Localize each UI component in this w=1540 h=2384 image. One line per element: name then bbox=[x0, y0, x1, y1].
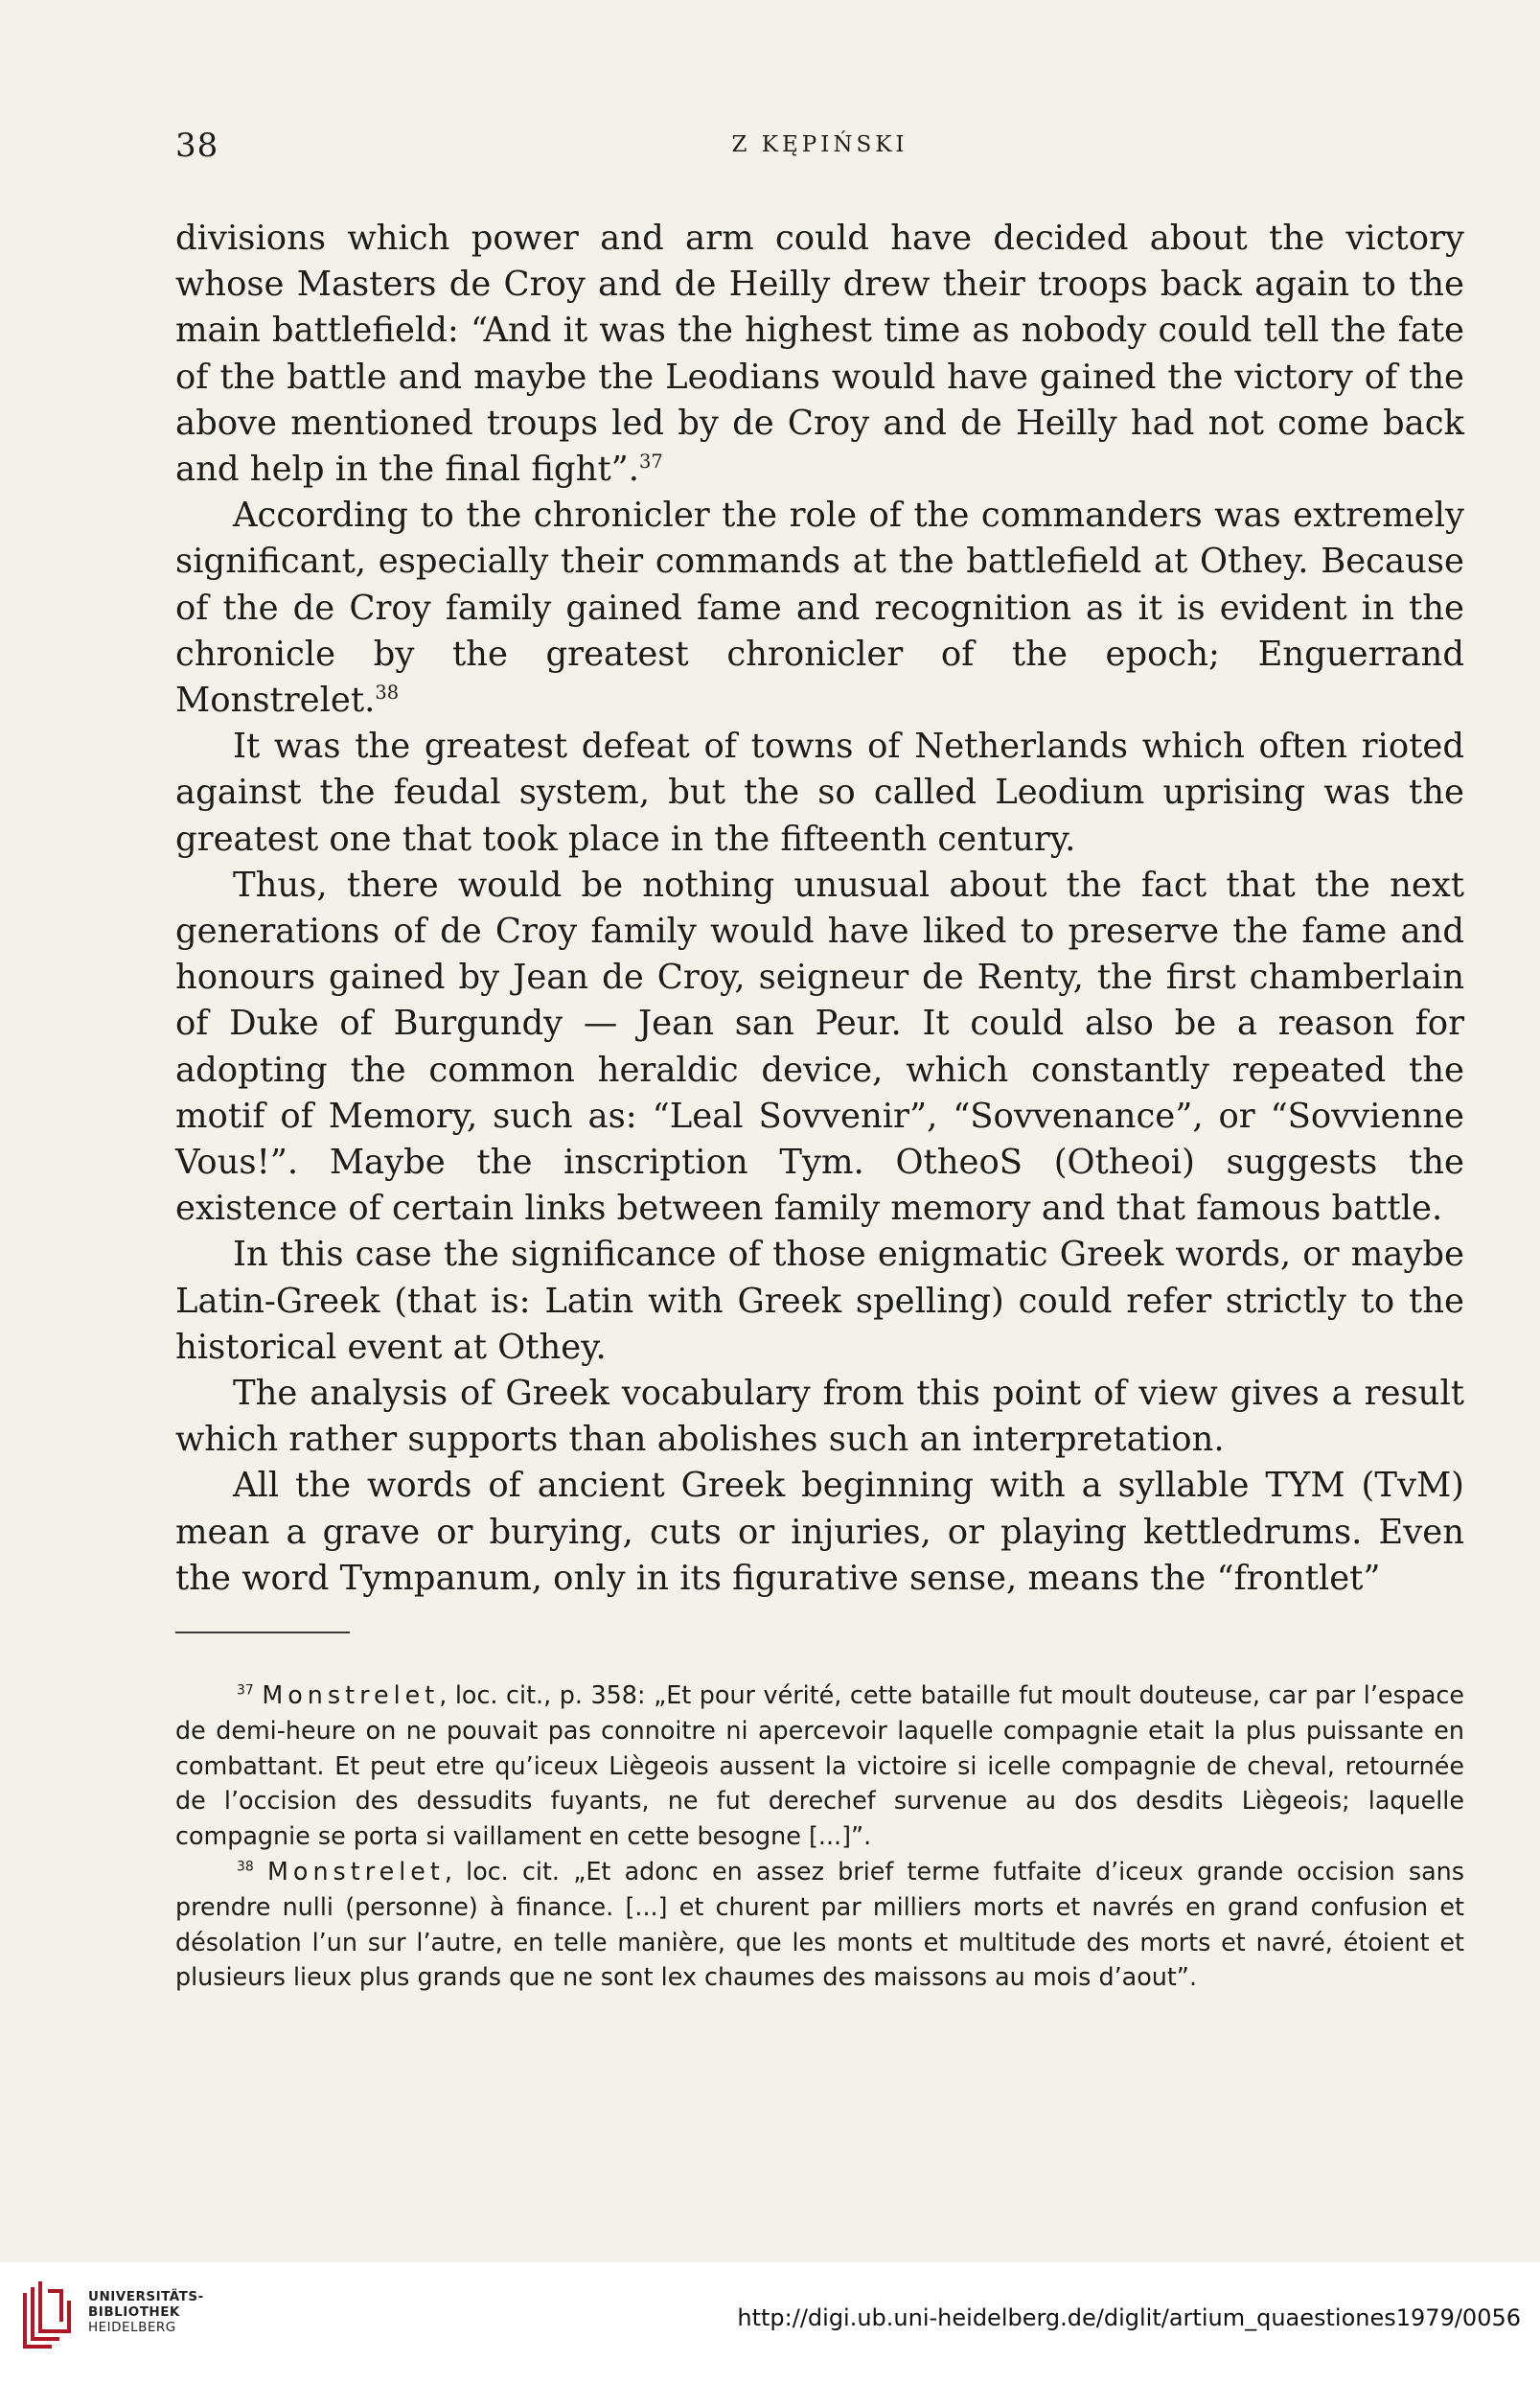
footnote bbox=[175, 1854, 1464, 1995]
footnotes bbox=[175, 1678, 1464, 1995]
paragraph bbox=[175, 493, 1464, 724]
library-name-line: HEIDELBERG bbox=[88, 2320, 176, 2335]
paragraph-text: According to the chronicler the role of the commanders was extremely significant, especially their commands at the battlefield at Othey. Because of the de Croy family gained fame and recognition as it is evident in the chronicle by the greatest chronicler of the epoch; Enguerrand Monstrelet. bbox=[175, 496, 1464, 721]
page-number: 38 bbox=[175, 127, 219, 165]
paragraph: All the words of ancient Greek beginning with a syllable TYM (TvM) mean a grave or burying, cuts or injuries, or playing kettledrums. Even the word Tympanum, only in its figurative sense, means the “frontlet” bbox=[175, 1466, 1464, 1598]
library-name-line: UNIVERSITÄTS- bbox=[88, 2289, 204, 2304]
footnote-ref: 37 bbox=[639, 451, 663, 474]
digitization-footer bbox=[0, 2262, 1540, 2384]
library-name-line: BIBLIOTHEK bbox=[88, 2304, 180, 2320]
main-text bbox=[175, 216, 1464, 1602]
footnote bbox=[175, 1678, 1464, 1854]
paragraph bbox=[175, 216, 1464, 493]
paragraph: In this case the significance of those enigmatic Greek words, or maybe Latin-Greek (that is: Latin with Greek spelling) could refer strictly to the historical event at Othey. bbox=[175, 1235, 1464, 1367]
footnote-text: , loc. cit. „Et adonc en assez brief terme futfaite d’iceux grande occision sans prendre nulli (personne) à finance. [...] et churent par milliers morts et navrés en grand confusion et désolation l’un sur l’autre, en telle manière, que les monts et multitude des morts et navré, étoient et plusieurs lieux plus grands que ne sont lex chaumes des maissons au mois d’aout”. bbox=[175, 1856, 1464, 1992]
footnote-divider bbox=[175, 1632, 350, 1633]
running-head bbox=[175, 127, 1464, 165]
paragraph: Thus, there would be nothing unusual about the fact that the next generations of de Croy family would have liked to preserve the fame and honours gained by Jean de Croy, seigneur de Renty, the first chamberlain of Duke of Burgundy — Jean san Peur. It could also be a reason for adopting the common heraldic device, which constantly repeated the motif of Memory, such as: “Leal Sovvenir”, “Sovvenance”, or “Sovvienne Vous!”. Maybe the inscription Tym. OtheoS (Otheoi) suggests the existence of certain links between family memory and that famous battle. bbox=[175, 865, 1464, 1229]
footnote-number: 37 bbox=[237, 1682, 254, 1699]
footnote-author: Monstrelet bbox=[267, 1856, 445, 1886]
footnote-text: , loc. cit., p. 358: „Et pour vérité, cette bataille fut moult douteuse, car par l’espace de demi-heure on ne pouvait pas connoitre ni apercevoir laquelle compagnie etait la plus puissante en combattant. Et peut etre qu’iceux Liègeois aussent la victoire si icelle compagnie de cheval, retournée de l’occision des dessudits fuyants, ne fut derechef survenue au dos desdits Liègeois; laquelle compagnie se porta si vaillament en cette besogne [...]”. bbox=[175, 1680, 1464, 1851]
library-name bbox=[88, 2289, 204, 2335]
footnote-author: Monstrelet bbox=[262, 1680, 440, 1709]
running-head-author: Z KĘPIŃSKI bbox=[731, 132, 908, 157]
footnote-number: 38 bbox=[237, 1859, 254, 1875]
source-url-link[interactable]: http://digi.ub.uni-heidelberg.de/diglit/artium_quaestiones1979/0056 bbox=[737, 2304, 1521, 2331]
library-logo-icon bbox=[19, 2280, 80, 2350]
paragraph-text: divisions which power and arm could have decided about the victory whose Masters de Croy and de Heilly drew their troops back again to the main battlefield: “And it was the highest time as nobody could tell the fate of the battle and maybe the Leodians would have gained the victory of the above mentioned troups led by de Croy and de Heilly had not come back and help in the final fight”. bbox=[175, 219, 1464, 490]
paragraph: The analysis of Greek vocabulary from this point of view gives a result which rather supports than abolishes such an interpretation. bbox=[175, 1374, 1464, 1460]
paragraph: It was the greatest defeat of towns of Netherlands which often rioted against the feudal system, but the so called Leodium uprising was the greatest one that took place in the fifteenth century. bbox=[175, 727, 1464, 859]
footnote-ref: 38 bbox=[375, 682, 400, 705]
